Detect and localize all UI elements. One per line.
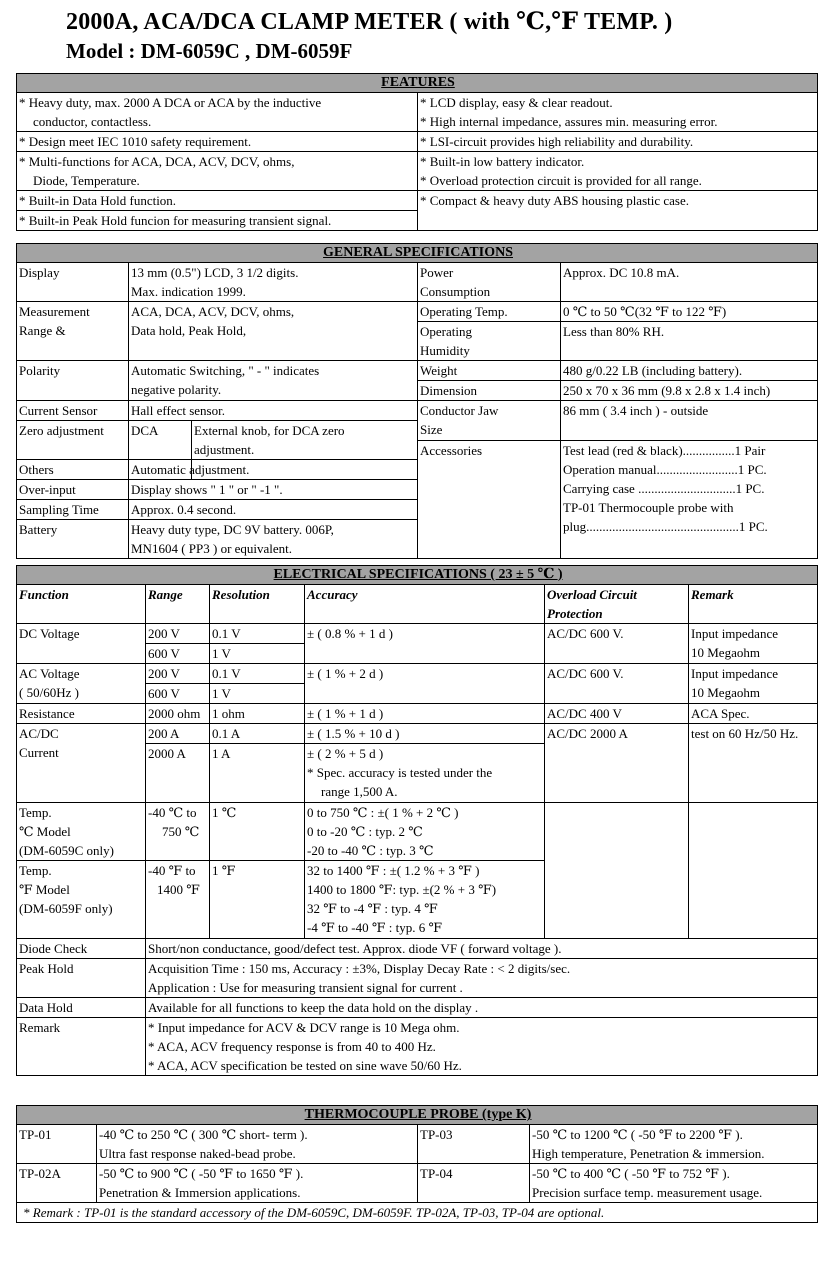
spec-label: Battery bbox=[17, 520, 129, 559]
probe-value: -50 ℃ to 900 ℃ ( -50 ℉ to 1650 ℉ ). Penetration & Immersion applications. bbox=[97, 1164, 418, 1203]
electrical-heading: ELECTRICAL SPECIFICATIONS ( 23 ± 5 ℃ ) bbox=[17, 566, 818, 585]
spec-value: Approx. 0.4 second. bbox=[129, 500, 418, 520]
spec-value: Heavy duty type, DC 9V battery. 006P, MN1604 ( PP3 ) or equivalent. bbox=[129, 520, 418, 559]
feature-item: * Built-in Peak Hold funcion for measuring transient signal. bbox=[17, 211, 418, 231]
spec-value: * Input impedance for ACV & DCV range is 10 Mega ohm. * ACA, ACV frequency response is from 40 to 400 Hz. * ACA, ACV specification be tested on sine wave 50/60 Hz. bbox=[146, 1018, 818, 1076]
accuracy-cell: ± ( 1.5 % + 10 d ) bbox=[305, 724, 545, 744]
features-table bbox=[16, 73, 818, 231]
resolution-cell: 1 V bbox=[210, 644, 305, 664]
overload-cell bbox=[545, 803, 689, 939]
spec-value: 86 mm ( 3.4 inch ) - outside bbox=[561, 401, 818, 441]
range-cell: -40 ℉ to 1400 ℉ bbox=[146, 861, 210, 939]
probe-label: TP-02A bbox=[17, 1164, 97, 1203]
range-cell: 200 V bbox=[146, 664, 210, 684]
spec-label: Display bbox=[17, 263, 129, 302]
probe-label: TP-01 bbox=[17, 1125, 97, 1164]
remark-cell: test on 60 Hz/50 Hz. bbox=[689, 724, 818, 803]
overload-cell: AC/DC 600 V. bbox=[545, 624, 689, 664]
spec-label: Current Sensor bbox=[17, 401, 129, 421]
feature-item: * Compact & heavy duty ABS housing plastic case. bbox=[418, 191, 818, 231]
range-cell: 200 V bbox=[146, 624, 210, 644]
spec-value: Short/non conductance, good/defect test. Approx. diode VF ( forward voltage ). bbox=[146, 939, 818, 959]
spec-label: Power Consumption bbox=[418, 263, 561, 302]
overload-cell: AC/DC 2000 A bbox=[545, 724, 689, 803]
col-header-accuracy: Accuracy bbox=[305, 585, 545, 624]
features-heading: FEATURES bbox=[17, 74, 818, 93]
probe-value: -40 ℃ to 250 ℃ ( 300 ℃ short- term ). Ultra fast response naked-bead probe. bbox=[97, 1125, 418, 1164]
general-specs-table bbox=[16, 243, 818, 559]
accuracy-cell: 32 to 1400 ℉ : ±( 1.2 % + 3 ℉ ) 1400 to 1800 ℉: typ. ±(2 % + 3 ℉) 32 ℉ to -4 ℉ : typ. 4 ℉ -4 ℉ to -40 ℉ : typ. 6 ℉ bbox=[305, 861, 545, 939]
range-cell: 600 V bbox=[146, 644, 210, 664]
spec-value: Less than 80% RH. bbox=[561, 322, 818, 361]
electrical-specs-table bbox=[16, 565, 818, 1076]
model-subtitle: Model : DM-6059C , DM-6059F bbox=[66, 39, 353, 63]
feature-item: * Built-in Data Hold function. bbox=[17, 191, 418, 211]
spec-label: Dimension bbox=[418, 381, 561, 401]
spec-value: Automatic Switching, " - " indicates negative polarity. bbox=[129, 361, 418, 401]
probe-value: -50 ℃ to 400 ℃ ( -50 ℉ to 752 ℉ ). Precision surface temp. measurement usage. bbox=[530, 1164, 818, 1203]
spec-label: Polarity bbox=[17, 361, 129, 401]
col-header-range: Range bbox=[146, 585, 210, 624]
resolution-cell: 0.1 V bbox=[210, 664, 305, 684]
spec-label: Conductor Jaw Size bbox=[418, 401, 561, 441]
overload-cell: AC/DC 400 V bbox=[545, 704, 689, 724]
spec-sublabel: Others bbox=[17, 460, 129, 480]
feature-item: * Multi-functions for ACA, DCA, ACV, DCV, ohms, Diode, Temperature. bbox=[17, 152, 418, 191]
spec-value: 480 g/0.22 LB (including battery). bbox=[561, 361, 818, 381]
function-cell: Remark bbox=[17, 1018, 146, 1076]
probe-label: TP-04 bbox=[418, 1164, 530, 1203]
range-cell: -40 ℃ to 750 ℃ bbox=[146, 803, 210, 861]
feature-item: * LSI-circuit provides high reliability and durability. bbox=[418, 132, 818, 152]
spec-sublabel: DCA bbox=[129, 421, 192, 460]
spec-label: Measurement Range & bbox=[17, 302, 129, 361]
resolution-cell: 1 ℉ bbox=[210, 861, 305, 939]
spec-label: Zero adjustment bbox=[17, 421, 129, 460]
accuracy-cell: 0 to 750 ℃ : ±( 1 % + 2 ℃ ) 0 to -20 ℃ : typ. 2 ℃ -20 to -40 ℃ : typ. 3 ℃ bbox=[305, 803, 545, 861]
feature-item: * Built-in low battery indicator. * Overload protection circuit is provided for all range. bbox=[418, 152, 818, 191]
feature-item: * LCD display, easy & clear readout. * High internal impedance, assures min. measuring error. bbox=[418, 93, 818, 132]
spec-value: External knob, for DCA zero adjustment. bbox=[192, 421, 418, 460]
accuracy-cell: ± ( 2 % + 5 d ) * Spec. accuracy is tested under the range 1,500 A. bbox=[305, 744, 545, 803]
spec-label: Over-input bbox=[17, 480, 129, 500]
accuracy-cell: ± ( 1 % + 1 d ) bbox=[305, 704, 545, 724]
thermo-remark: * Remark : TP-01 is the standard accessory of the DM-6059C, DM-6059F. TP-02A, TP-03, TP-04 are optional. bbox=[17, 1203, 818, 1223]
col-header-resolution: Resolution bbox=[210, 585, 305, 624]
spec-label: Operating Humidity bbox=[418, 322, 561, 361]
overload-cell: AC/DC 600 V. bbox=[545, 664, 689, 704]
spec-label: Operating Temp. bbox=[418, 302, 561, 322]
function-cell: Diode Check bbox=[17, 939, 146, 959]
function-cell: Temp. ℃ Model (DM-6059C only) bbox=[17, 803, 146, 861]
spec-label: Sampling Time bbox=[17, 500, 129, 520]
spec-value: 250 x 70 x 36 mm (9.8 x 2.8 x 1.4 inch) bbox=[561, 381, 818, 401]
range-cell: 2000 A bbox=[146, 744, 210, 803]
col-header-remark: Remark bbox=[689, 585, 818, 624]
spec-value: 0 ℃ to 50 ℃(32 ℉ to 122 ℉) bbox=[561, 302, 818, 322]
function-cell: DC Voltage bbox=[17, 624, 146, 664]
function-cell: AC Voltage ( 50/60Hz ) bbox=[17, 664, 146, 704]
function-cell: Resistance bbox=[17, 704, 146, 724]
resolution-cell: 0.1 A bbox=[210, 724, 305, 744]
resolution-cell: 1 A bbox=[210, 744, 305, 803]
resolution-cell: 0.1 V bbox=[210, 624, 305, 644]
spec-value: Display shows " 1 " or " -1 ". bbox=[129, 480, 418, 500]
spec-value: Hall effect sensor. bbox=[129, 401, 418, 421]
function-cell: Data Hold bbox=[17, 998, 146, 1018]
feature-item: * Heavy duty, max. 2000 A DCA or ACA by the inductive conductor, contactless. bbox=[17, 93, 418, 132]
spec-label: Weight bbox=[418, 361, 561, 381]
thermo-heading: THERMOCOUPLE PROBE (type K) bbox=[17, 1106, 818, 1125]
range-cell: 200 A bbox=[146, 724, 210, 744]
thermocouple-table bbox=[16, 1105, 818, 1223]
resolution-cell: 1 ℃ bbox=[210, 803, 305, 861]
col-header-function: Function bbox=[17, 585, 146, 624]
remark-cell bbox=[689, 803, 818, 939]
function-cell: AC/DC Current bbox=[17, 724, 146, 803]
page-title: 2000A, ACA/DCA CLAMP METER ( with ℃,℉ TEMP. ) bbox=[66, 9, 673, 35]
accuracy-cell: ± ( 1 % + 2 d ) bbox=[305, 664, 545, 704]
probe-value: -50 ℃ to 1200 ℃ ( -50 ℉ to 2200 ℉ ). High temperature, Penetration & immersion. bbox=[530, 1125, 818, 1164]
feature-item: * Design meet IEC 1010 safety requirement. bbox=[17, 132, 418, 152]
general-heading: GENERAL SPECIFICATIONS bbox=[17, 244, 818, 263]
resolution-cell: 1 ohm bbox=[210, 704, 305, 724]
spec-value: Test lead (red & black)................1 Pair Operation manual.........................1 PC. Carrying case ..............................1 PC. TP-01 Thermocouple probe with plug...............................................1 PC. bbox=[561, 441, 818, 559]
function-cell: Temp. ℉ Model (DM-6059F only) bbox=[17, 861, 146, 939]
spec-value: Available for all functions to keep the data hold on the display . bbox=[146, 998, 818, 1018]
spec-value: Acquisition Time : 150 ms, Accuracy : ±3%, Display Decay Rate : < 2 digits/sec. Application : Use for measuring transient signal for current . bbox=[146, 959, 818, 998]
range-cell: 2000 ohm bbox=[146, 704, 210, 724]
spec-value: Approx. DC 10.8 mA. bbox=[561, 263, 818, 302]
resolution-cell: 1 V bbox=[210, 684, 305, 704]
spec-label: Accessories bbox=[418, 441, 561, 559]
spec-value: 13 mm (0.5") LCD, 3 1/2 digits. Max. indication 1999. bbox=[129, 263, 418, 302]
spec-value: Automatic adjustment. bbox=[129, 460, 192, 480]
spec-value: ACA, DCA, ACV, DCV, ohms, Data hold, Peak Hold, bbox=[129, 302, 418, 361]
remark-cell: Input impedance 10 Megaohm bbox=[689, 664, 818, 704]
probe-label: TP-03 bbox=[418, 1125, 530, 1164]
range-cell: 600 V bbox=[146, 684, 210, 704]
remark-cell: ACA Spec. bbox=[689, 704, 818, 724]
remark-cell: Input impedance 10 Megaohm bbox=[689, 624, 818, 664]
function-cell: Peak Hold bbox=[17, 959, 146, 998]
accuracy-cell: ± ( 0.8 % + 1 d ) bbox=[305, 624, 545, 664]
col-header-overload: Overload Circuit Protection bbox=[545, 585, 689, 624]
